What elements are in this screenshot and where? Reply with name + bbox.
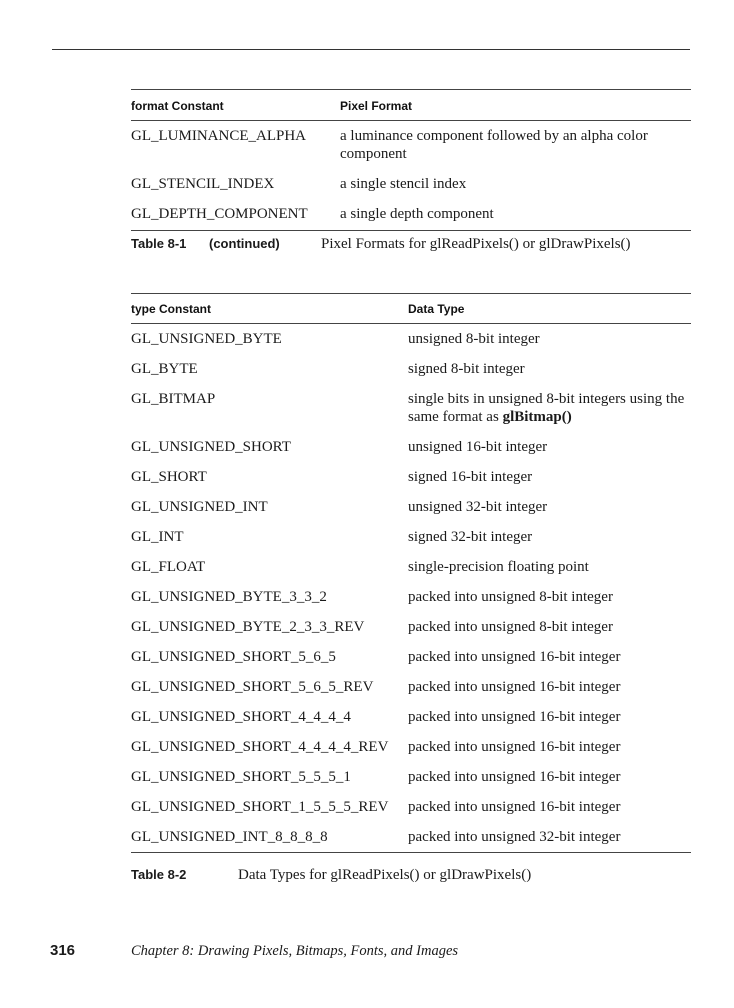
table-row <box>131 324 691 355</box>
page-number: 316 <box>50 942 76 959</box>
constant-cell: GL_INT <box>131 529 184 545</box>
caption-text: Pixel Formats for glReadPixels() or glDrawPixels() <box>321 236 631 252</box>
data-type-table <box>131 293 691 853</box>
constant-cell: GL_UNSIGNED_BYTE_2_3_3_REV <box>131 619 365 635</box>
table-header: type Constant <box>131 294 408 324</box>
constant-cell: GL_UNSIGNED_BYTE_3_3_2 <box>131 589 327 605</box>
description-cell: unsigned 16-bit integer <box>408 439 548 455</box>
constant-cell: GL_UNSIGNED_INT_8_8_8_8 <box>131 829 328 845</box>
table-row <box>131 170 691 200</box>
header-rule <box>52 49 690 50</box>
constant-cell: GL_BITMAP <box>131 391 216 407</box>
table-row <box>131 702 691 732</box>
table-row <box>131 522 691 552</box>
description-cell: packed into unsigned 16-bit integer <box>408 709 621 725</box>
table-row <box>131 121 691 171</box>
description-cell: signed 16-bit integer <box>408 469 533 485</box>
table-header: Data Type <box>408 294 691 324</box>
table-row <box>131 582 691 612</box>
constant-cell: GL_UNSIGNED_INT <box>131 499 268 515</box>
constant-cell: GL_UNSIGNED_SHORT_1_5_5_5_REV <box>131 799 389 815</box>
constant-cell: GL_BYTE <box>131 361 198 377</box>
description-cell: single-precision floating point <box>408 559 589 575</box>
description-cell: packed into unsigned 32-bit integer <box>408 829 621 845</box>
function-name: glBitmap() <box>502 409 572 425</box>
constant-cell: GL_UNSIGNED_SHORT_5_5_5_1 <box>131 769 351 785</box>
table-row <box>131 822 691 853</box>
running-footer: Chapter 8: Drawing Pixels, Bitmaps, Fonts, and Images <box>131 943 459 959</box>
description-cell: unsigned 8-bit integer <box>408 331 540 347</box>
table-row <box>131 354 691 384</box>
table-row <box>131 384 691 432</box>
description-cell: packed into unsigned 8-bit integer <box>408 619 613 635</box>
table-row <box>131 672 691 702</box>
table-row <box>131 432 691 462</box>
caption-label: Table 8-2 <box>131 867 187 882</box>
table-row <box>131 552 691 582</box>
constant-cell: GL_STENCIL_INDEX <box>131 176 275 192</box>
description-cell: packed into unsigned 8-bit integer <box>408 589 613 605</box>
description-cell: packed into unsigned 16-bit integer <box>408 799 621 815</box>
constant-cell: GL_UNSIGNED_SHORT_4_4_4_4 <box>131 709 351 725</box>
caption-continued: (continued) <box>209 236 280 251</box>
table-header: format Constant <box>131 90 340 121</box>
table-row <box>131 200 691 231</box>
description-cell: packed into unsigned 16-bit integer <box>408 649 621 665</box>
table-row <box>131 762 691 792</box>
constant-cell: GL_UNSIGNED_BYTE <box>131 331 282 347</box>
description-cell: signed 32-bit integer <box>408 529 533 545</box>
constant-cell: GL_DEPTH_COMPONENT <box>131 206 308 222</box>
description-cell: a luminance component followed by an alpha color component <box>340 128 648 162</box>
constant-cell: GL_UNSIGNED_SHORT_4_4_4_4_REV <box>131 739 389 755</box>
description-cell <box>408 384 691 432</box>
table-row <box>131 792 691 822</box>
table-row <box>131 642 691 672</box>
caption-label: Table 8-1 <box>131 236 187 251</box>
description-cell: signed 8-bit integer <box>408 361 525 377</box>
description-cell: packed into unsigned 16-bit integer <box>408 739 621 755</box>
constant-cell: GL_UNSIGNED_SHORT <box>131 439 291 455</box>
description-text: single bits in unsigned 8-bit integers using the same format as <box>408 391 685 425</box>
constant-cell: GL_UNSIGNED_SHORT_5_6_5 <box>131 649 336 665</box>
table-row <box>131 612 691 642</box>
table-row <box>131 462 691 492</box>
description-cell: a single depth component <box>340 206 494 222</box>
pixel-format-table <box>131 89 691 231</box>
constant-cell: GL_SHORT <box>131 469 207 485</box>
constant-cell: GL_FLOAT <box>131 559 206 575</box>
table-row <box>131 492 691 522</box>
caption-text: Data Types for glReadPixels() or glDrawPixels() <box>238 867 532 883</box>
description-cell: packed into unsigned 16-bit integer <box>408 679 621 695</box>
description-cell: unsigned 32-bit integer <box>408 499 548 515</box>
table-row <box>131 732 691 762</box>
description-cell: packed into unsigned 16-bit integer <box>408 769 621 785</box>
description-cell: a single stencil index <box>340 176 467 192</box>
constant-cell: GL_LUMINANCE_ALPHA <box>131 128 306 144</box>
constant-cell: GL_UNSIGNED_SHORT_5_6_5_REV <box>131 679 374 695</box>
table-header: Pixel Format <box>340 90 691 121</box>
